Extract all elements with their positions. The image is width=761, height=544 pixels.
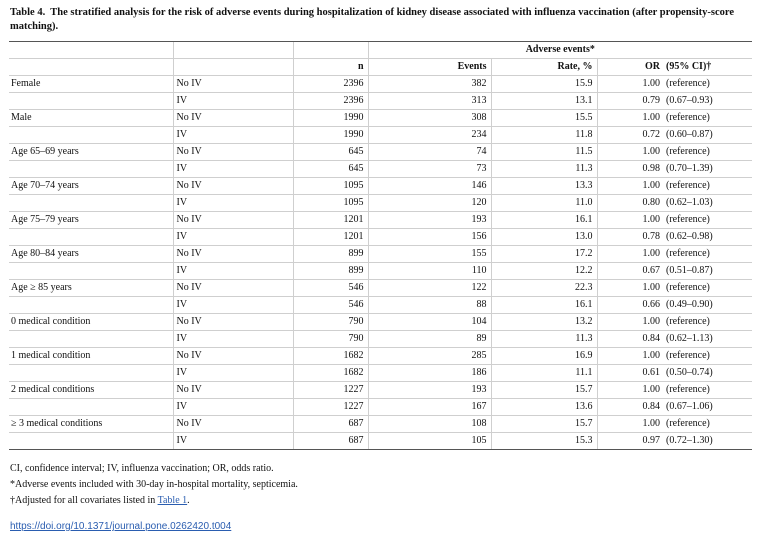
row-ci: (reference) bbox=[663, 416, 752, 433]
stratified-analysis-table bbox=[9, 41, 752, 450]
row-group: IV bbox=[173, 399, 293, 416]
row-events: 285 bbox=[368, 348, 491, 365]
row-ci: (0.50–0.74) bbox=[663, 365, 752, 382]
row-or: 1.00 bbox=[597, 246, 663, 263]
table-row bbox=[9, 433, 752, 450]
row-events: 110 bbox=[368, 263, 491, 280]
table-row bbox=[9, 399, 752, 416]
row-n: 2396 bbox=[293, 76, 368, 93]
row-n: 1095 bbox=[293, 195, 368, 212]
table-row bbox=[9, 93, 752, 110]
table-row bbox=[9, 127, 752, 144]
row-label bbox=[9, 399, 173, 416]
rate-header: Rate, % bbox=[491, 59, 597, 76]
row-n: 687 bbox=[293, 433, 368, 450]
table-row bbox=[9, 195, 752, 212]
row-label bbox=[9, 127, 173, 144]
row-n: 1682 bbox=[293, 365, 368, 382]
row-or: 1.00 bbox=[597, 76, 663, 93]
row-label bbox=[9, 229, 173, 246]
row-ci: (reference) bbox=[663, 212, 752, 229]
row-group: No IV bbox=[173, 348, 293, 365]
row-rate: 15.9 bbox=[491, 76, 597, 93]
row-ci: (0.72–1.30) bbox=[663, 433, 752, 450]
row-ci: (reference) bbox=[663, 314, 752, 331]
events-header: Events bbox=[368, 59, 491, 76]
row-events: 193 bbox=[368, 382, 491, 399]
row-label: Age 80–84 years bbox=[9, 246, 173, 263]
row-n: 2396 bbox=[293, 93, 368, 110]
row-n: 1682 bbox=[293, 348, 368, 365]
row-group: IV bbox=[173, 195, 293, 212]
row-rate: 11.3 bbox=[491, 331, 597, 348]
table-row bbox=[9, 263, 752, 280]
row-or: 1.00 bbox=[597, 416, 663, 433]
row-or: 1.00 bbox=[597, 144, 663, 161]
row-ci: (reference) bbox=[663, 246, 752, 263]
row-group: IV bbox=[173, 331, 293, 348]
row-events: 89 bbox=[368, 331, 491, 348]
row-n: 1095 bbox=[293, 178, 368, 195]
row-ci: (reference) bbox=[663, 76, 752, 93]
row-label bbox=[9, 365, 173, 382]
row-or: 0.98 bbox=[597, 161, 663, 178]
row-group: No IV bbox=[173, 314, 293, 331]
row-events: 108 bbox=[368, 416, 491, 433]
row-events: 73 bbox=[368, 161, 491, 178]
row-or: 0.66 bbox=[597, 297, 663, 314]
row-label: Age ≥ 85 years bbox=[9, 280, 173, 297]
row-ci: (0.62–1.03) bbox=[663, 195, 752, 212]
row-or: 1.00 bbox=[597, 212, 663, 229]
row-events: 122 bbox=[368, 280, 491, 297]
row-ci: (0.51–0.87) bbox=[663, 263, 752, 280]
table-row bbox=[9, 178, 752, 195]
row-ci: (reference) bbox=[663, 280, 752, 297]
row-events: 234 bbox=[368, 127, 491, 144]
table-row bbox=[9, 280, 752, 297]
row-group: No IV bbox=[173, 416, 293, 433]
footnote-adjusted-end: . bbox=[187, 495, 190, 506]
row-n: 546 bbox=[293, 280, 368, 297]
row-label bbox=[9, 331, 173, 348]
row-label bbox=[9, 433, 173, 450]
row-label: ≥ 3 medical conditions bbox=[9, 416, 173, 433]
row-group: No IV bbox=[173, 246, 293, 263]
row-rate: 15.7 bbox=[491, 416, 597, 433]
row-or: 1.00 bbox=[597, 280, 663, 297]
row-events: 105 bbox=[368, 433, 491, 450]
row-group: No IV bbox=[173, 144, 293, 161]
row-or: 0.61 bbox=[597, 365, 663, 382]
row-ci: (0.70–1.39) bbox=[663, 161, 752, 178]
row-group: IV bbox=[173, 161, 293, 178]
row-label bbox=[9, 93, 173, 110]
row-group: No IV bbox=[173, 382, 293, 399]
row-events: 156 bbox=[368, 229, 491, 246]
row-events: 313 bbox=[368, 93, 491, 110]
row-events: 146 bbox=[368, 178, 491, 195]
row-n: 645 bbox=[293, 161, 368, 178]
table-footnotes bbox=[10, 461, 298, 509]
row-events: 74 bbox=[368, 144, 491, 161]
row-ci: (0.67–0.93) bbox=[663, 93, 752, 110]
table-row bbox=[9, 331, 752, 348]
row-n: 1227 bbox=[293, 382, 368, 399]
row-n: 790 bbox=[293, 314, 368, 331]
row-n: 687 bbox=[293, 416, 368, 433]
row-label: Age 75–79 years bbox=[9, 212, 173, 229]
row-ci: (reference) bbox=[663, 382, 752, 399]
row-or: 0.80 bbox=[597, 195, 663, 212]
row-ci: (0.62–0.98) bbox=[663, 229, 752, 246]
row-events: 104 bbox=[368, 314, 491, 331]
row-rate: 16.1 bbox=[491, 297, 597, 314]
row-n: 1227 bbox=[293, 399, 368, 416]
row-group: No IV bbox=[173, 280, 293, 297]
table-row bbox=[9, 76, 752, 93]
row-ci: (reference) bbox=[663, 110, 752, 127]
row-group: IV bbox=[173, 297, 293, 314]
row-rate: 11.3 bbox=[491, 161, 597, 178]
row-n: 645 bbox=[293, 144, 368, 161]
row-group: No IV bbox=[173, 76, 293, 93]
row-n: 546 bbox=[293, 297, 368, 314]
row-group: IV bbox=[173, 229, 293, 246]
row-rate: 11.5 bbox=[491, 144, 597, 161]
row-or: 1.00 bbox=[597, 110, 663, 127]
row-rate: 13.3 bbox=[491, 178, 597, 195]
row-n: 790 bbox=[293, 331, 368, 348]
row-rate: 22.3 bbox=[491, 280, 597, 297]
row-or: 0.97 bbox=[597, 433, 663, 450]
row-group: No IV bbox=[173, 178, 293, 195]
row-label bbox=[9, 263, 173, 280]
row-n: 899 bbox=[293, 246, 368, 263]
row-rate: 11.1 bbox=[491, 365, 597, 382]
row-ci: (0.49–0.90) bbox=[663, 297, 752, 314]
row-rate: 11.8 bbox=[491, 127, 597, 144]
or-header: OR bbox=[597, 59, 663, 76]
table-body bbox=[9, 76, 752, 450]
row-or: 1.00 bbox=[597, 178, 663, 195]
row-or: 0.67 bbox=[597, 263, 663, 280]
row-events: 167 bbox=[368, 399, 491, 416]
row-events: 308 bbox=[368, 110, 491, 127]
row-n: 1201 bbox=[293, 212, 368, 229]
table-header-row-2 bbox=[9, 59, 752, 76]
row-label bbox=[9, 297, 173, 314]
doi-link[interactable]: https://doi.org/10.1371/journal.pone.0262420.t004 bbox=[10, 521, 232, 532]
row-or: 0.79 bbox=[597, 93, 663, 110]
row-ci: (reference) bbox=[663, 144, 752, 161]
table-row bbox=[9, 144, 752, 161]
footnote-adverse-events: *Adverse events included with 30-day in-hospital mortality, septicemia. bbox=[10, 479, 298, 490]
row-group: IV bbox=[173, 93, 293, 110]
row-events: 382 bbox=[368, 76, 491, 93]
row-n: 899 bbox=[293, 263, 368, 280]
row-label: Age 70–74 years bbox=[9, 178, 173, 195]
row-ci: (0.62–1.13) bbox=[663, 331, 752, 348]
row-or: 1.00 bbox=[597, 314, 663, 331]
table-caption-text: The stratified analysis for the risk of adverse events during hospitalization of kidney disease associated with influenza vaccination (after propensity-score matching). bbox=[10, 7, 735, 32]
table-row bbox=[9, 161, 752, 178]
row-group: IV bbox=[173, 263, 293, 280]
footnote-adjusted bbox=[10, 493, 298, 509]
row-group: IV bbox=[173, 433, 293, 450]
table-row bbox=[9, 416, 752, 433]
row-label: Age 65–69 years bbox=[9, 144, 173, 161]
row-or: 0.72 bbox=[597, 127, 663, 144]
row-rate: 16.1 bbox=[491, 212, 597, 229]
row-label bbox=[9, 161, 173, 178]
table-row bbox=[9, 348, 752, 365]
row-rate: 12.2 bbox=[491, 263, 597, 280]
row-events: 88 bbox=[368, 297, 491, 314]
row-ci: (reference) bbox=[663, 348, 752, 365]
table-caption bbox=[10, 6, 750, 34]
row-rate: 11.0 bbox=[491, 195, 597, 212]
ci-header: (95% CI)† bbox=[663, 59, 752, 76]
table-row bbox=[9, 314, 752, 331]
row-n: 1990 bbox=[293, 127, 368, 144]
row-or: 1.00 bbox=[597, 348, 663, 365]
row-group: IV bbox=[173, 365, 293, 382]
row-events: 193 bbox=[368, 212, 491, 229]
row-label: 1 medical condition bbox=[9, 348, 173, 365]
table-row bbox=[9, 365, 752, 382]
table-row bbox=[9, 382, 752, 399]
row-rate: 13.6 bbox=[491, 399, 597, 416]
footnote-adjusted-text: †Adjusted for all covariates listed in bbox=[10, 495, 158, 506]
row-label: 0 medical condition bbox=[9, 314, 173, 331]
row-ci: (0.60–0.87) bbox=[663, 127, 752, 144]
row-rate: 13.0 bbox=[491, 229, 597, 246]
row-events: 155 bbox=[368, 246, 491, 263]
row-n: 1990 bbox=[293, 110, 368, 127]
row-rate: 13.2 bbox=[491, 314, 597, 331]
row-ci: (reference) bbox=[663, 178, 752, 195]
row-group: IV bbox=[173, 127, 293, 144]
row-label: Male bbox=[9, 110, 173, 127]
row-or: 0.84 bbox=[597, 399, 663, 416]
table-row bbox=[9, 212, 752, 229]
row-rate: 17.2 bbox=[491, 246, 597, 263]
row-group: No IV bbox=[173, 212, 293, 229]
row-rate: 16.9 bbox=[491, 348, 597, 365]
row-or: 0.78 bbox=[597, 229, 663, 246]
row-n: 1201 bbox=[293, 229, 368, 246]
table-row bbox=[9, 246, 752, 263]
n-header: n bbox=[293, 59, 368, 76]
table-row bbox=[9, 229, 752, 246]
row-or: 0.84 bbox=[597, 331, 663, 348]
row-group: No IV bbox=[173, 110, 293, 127]
row-events: 120 bbox=[368, 195, 491, 212]
table-1-link[interactable]: Table 1 bbox=[157, 495, 188, 506]
adverse-events-header: Adverse events* bbox=[368, 42, 752, 59]
row-or: 1.00 bbox=[597, 382, 663, 399]
row-label: 2 medical conditions bbox=[9, 382, 173, 399]
row-ci: (0.67–1.06) bbox=[663, 399, 752, 416]
row-rate: 15.7 bbox=[491, 382, 597, 399]
row-rate: 15.5 bbox=[491, 110, 597, 127]
row-rate: 15.3 bbox=[491, 433, 597, 450]
row-label bbox=[9, 195, 173, 212]
table-caption-label: Table 4. bbox=[10, 7, 46, 18]
table-row bbox=[9, 297, 752, 314]
table-header-row-1 bbox=[9, 42, 752, 59]
row-rate: 13.1 bbox=[491, 93, 597, 110]
row-label: Female bbox=[9, 76, 173, 93]
table-row bbox=[9, 110, 752, 127]
footnote-abbreviations: CI, confidence interval; IV, influenza vaccination; OR, odds ratio. bbox=[10, 463, 274, 474]
row-events: 186 bbox=[368, 365, 491, 382]
